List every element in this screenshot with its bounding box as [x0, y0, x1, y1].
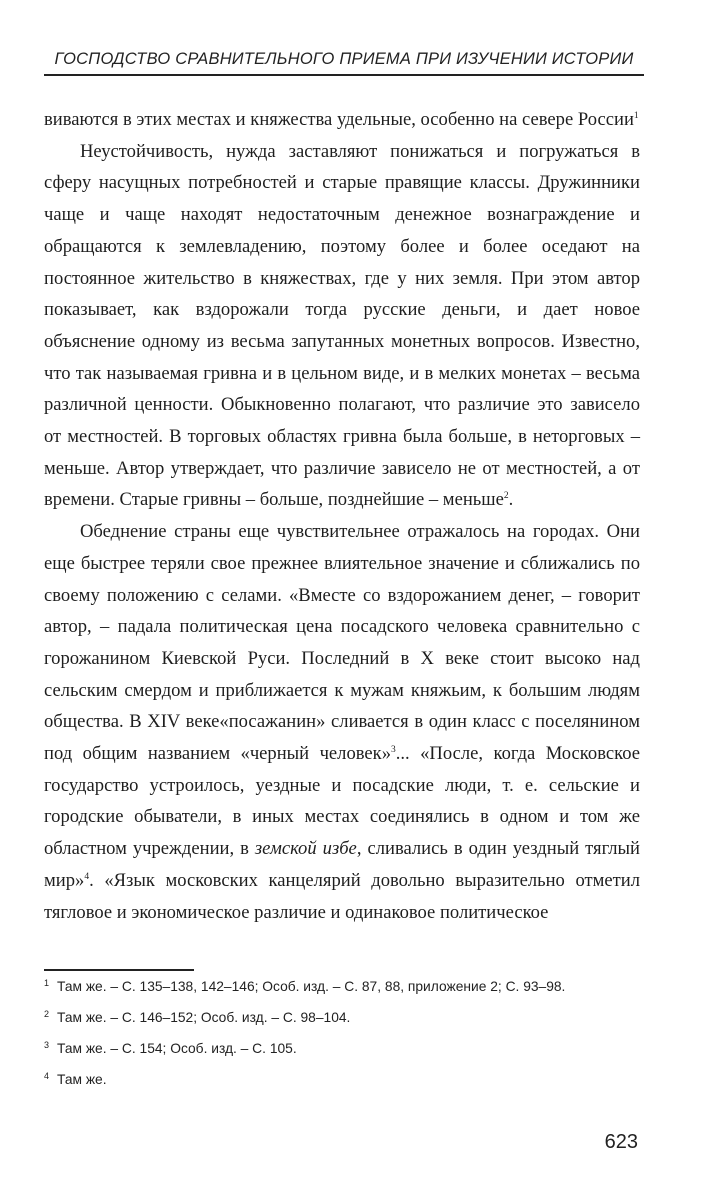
paragraph-3-part-1: Обеднение страны еще чувствительнее отражалось на городах. Они еще быстрее теряли свое прежнее влиятельное значение и сближались по своему положению с селами. «Вместе со вздорожанием денег, – говорит автор, – падала политическая цена посадского человека сравнительно с горожанином Киевской Руси. Последний в X веке стоит высоко над сельским смердом и приближается к мужам княжьим, к большим людям общества. В XIV веке«посажанин» сливается в один класс с поселянином под общим названием «черный человек»	[44, 521, 640, 765]
footnotes	[44, 977, 640, 1101]
footnote-text: Там же. – С. 146–152; Особ. изд. – С. 98–104.	[57, 1010, 351, 1025]
running-head: ГОСПОДСТВО СРАВНИТЕЛЬНОГО ПРИЕМА ПРИ ИЗУЧЕНИИ ИСТОРИИ	[54, 50, 634, 68]
footnote-rule	[44, 969, 194, 971]
italic-term: земской избе	[254, 838, 357, 860]
footnote-number: 1	[44, 978, 50, 988]
paragraph-3	[44, 516, 640, 928]
footnote-number: 4	[44, 1071, 50, 1081]
footnote-text: Там же.	[57, 1072, 107, 1087]
page-number: 623	[604, 1131, 638, 1153]
paragraph-2-text: Неустойчивость, нужда заставляют понижаться и погружаться в сферу насущных потребностей и старые правящие классы. Дружинники чаще и чаще находят недостаточным денежное вознаграждение и обращаются к землевладению, поэтому более и более оседают на постоянное жительство в княжествах, где у них земля. При этом автор показывает, как вздорожали тогда русские деньги, и дает новое объяснение одному из весьма запутанных монетных вопросов. Известно, что так называемая гривна и в цельном виде, и в мелких монетах – весьма различной ценности. Обыкновенно полагают, что различие это зависело от местностей. В торговых областях гривна была больше, в неторговых – меньше. Автор утверждает, что различие зависело не от местностей, а от времени. Старые гривны – больше, позднейшие – меньше	[44, 140, 640, 511]
header-rule	[44, 74, 644, 76]
paragraph-3-part-4: . «Язык московских канцелярий довольно выразительно отметил тягловое и экономическое различие и одинаковое политическое	[44, 869, 640, 923]
paragraph-3-part-3: , сливались в один уездный тяглый мир»	[44, 838, 640, 891]
paragraph-1-text: виваются в этих местах и княжества удельные, особенно на севере России	[44, 109, 634, 130]
footnote-number: 3	[44, 1040, 50, 1050]
footnote-4	[44, 1070, 640, 1090]
footnote-ref-4: 4	[84, 871, 90, 882]
paragraph-1	[44, 104, 640, 136]
footnote-ref-3: 3	[391, 745, 396, 756]
footnote-2	[44, 1008, 640, 1028]
footnote-3	[44, 1039, 640, 1059]
footnote-text: Там же. – С. 154; Особ. изд. – С. 105.	[57, 1041, 297, 1056]
footnote-text: Там же. – С. 135–138, 142–146; Особ. изд. – С. 87, 88, приложение 2; С. 93–98.	[57, 979, 566, 994]
body-text	[44, 104, 640, 928]
footnote-number: 2	[44, 1009, 50, 1019]
footnote-ref-2: 2	[503, 491, 509, 502]
footnote-ref-1: 1	[633, 111, 639, 121]
paragraph-2: Неустойчивость, нужда заставляют понижаться и погружаться в сферу насущных потребностей и старые правящие классы. Дружинники чаще и чаще находят недостаточным денежное вознаграждение и обращаются к землевладению, поэтому более и более оседают на постоянное жительство в княжествах, где у них земля. При этом автор показывает, как вздорожали тогда русские деньги, и дает новое объяснение одному из весьма запутанных монетных вопросов. Известно, что так называемая гривна и в цельном виде, и в мелких монетах – весьма различной ценности. Обыкновенно полагают, что различие это зависело от местностей. В торговых областях гривна была больше, в неторговых – меньше. Автор утверждает, что различие зависело не от местностей, а от времени. Старые гривны – больше, позднейшие – меньше$^2$.	[44, 140, 640, 511]
footnote-1	[44, 977, 640, 997]
paragraph-3-part-2: ... «После, когда Московское государство устроилось, уездные и посадские люди, т. е. сельские и городские обыватели, в иных местах соединялись в одном и том же областном учреждении, в	[44, 743, 640, 860]
